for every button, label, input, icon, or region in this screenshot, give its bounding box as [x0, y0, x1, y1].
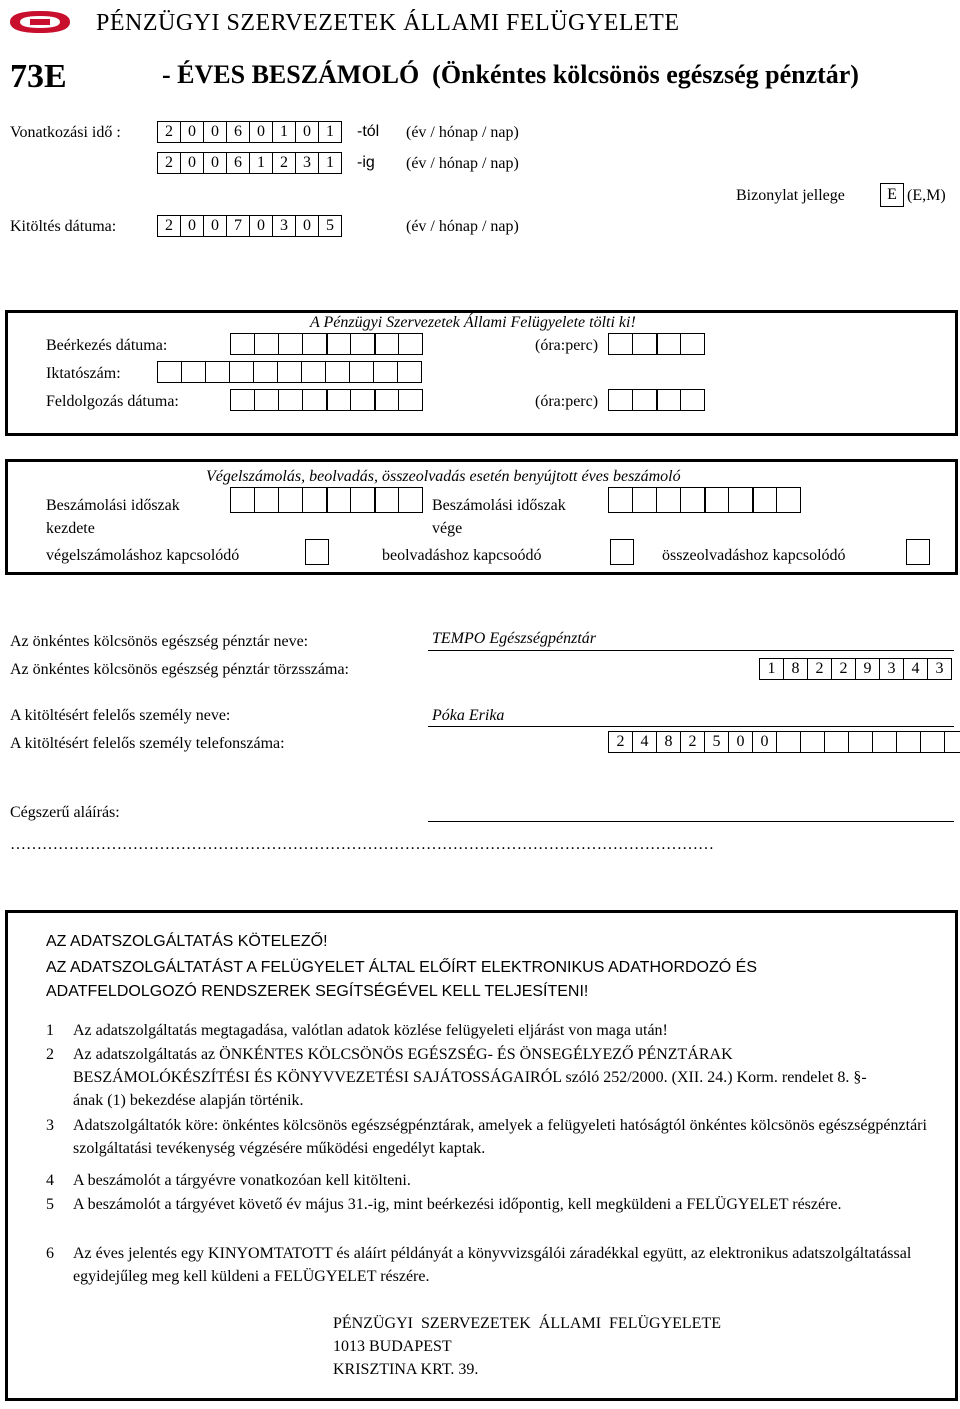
- digit-box[interactable]: 3: [879, 658, 904, 680]
- responsible-phone-boxes[interactable]: [608, 731, 960, 753]
- digit-box[interactable]: [656, 389, 681, 411]
- responsible-name-label: A kitöltésért felelős személy neve:: [10, 707, 231, 724]
- digit-box[interactable]: [326, 333, 351, 355]
- consolidation-label: összeolvadáshoz kapcsolódó: [662, 547, 846, 564]
- notice-item-text: Adatszolgáltatók köre: önkéntes kölcsönös egészségpénztárak, amelyek a felügyeleti hatóságtól önkéntes kölcsönös egészségpénztári szolgáltatási tevékenység végzésére működési engedélyt kaptak.: [73, 1117, 927, 1157]
- digit-box[interactable]: [349, 361, 374, 383]
- digit-box[interactable]: [608, 333, 633, 355]
- liquidation-checkbox[interactable]: [305, 539, 329, 565]
- digit-box[interactable]: 0: [752, 731, 777, 753]
- digit-box[interactable]: [728, 487, 753, 513]
- digit-box[interactable]: [302, 487, 327, 513]
- digit-box[interactable]: [181, 361, 206, 383]
- merger-label: beolvadáshoz kapcsoódó: [382, 547, 542, 564]
- digit-box[interactable]: 8: [656, 731, 681, 753]
- period-end-boxes[interactable]: [608, 487, 801, 513]
- document-type-box[interactable]: [880, 183, 904, 207]
- period-label: Vonatkozási idő :: [10, 124, 121, 141]
- digit-box[interactable]: 0: [203, 152, 227, 174]
- consolidation-checkbox[interactable]: [906, 539, 930, 565]
- digit-box[interactable]: [277, 361, 302, 383]
- digit-box[interactable]: 2: [608, 731, 633, 753]
- reg-number-boxes[interactable]: [157, 361, 422, 383]
- digit-box[interactable]: [350, 333, 375, 355]
- merger-checkbox[interactable]: [610, 539, 634, 565]
- digit-box[interactable]: 2: [807, 658, 832, 680]
- digit-box[interactable]: [301, 361, 326, 383]
- fund-name-value[interactable]: TEMPO Egészségpénztár: [432, 630, 596, 647]
- digit-box[interactable]: 1: [249, 152, 273, 174]
- digit-box[interactable]: 7: [226, 215, 250, 237]
- liquidation-box-title: Végelszámolás, beolvadás, összeolvadás esetén benyújtott éves beszámoló: [206, 468, 681, 485]
- digit-box[interactable]: 9: [855, 658, 880, 680]
- digit-box[interactable]: [278, 389, 303, 411]
- digit-box[interactable]: 0: [728, 731, 753, 753]
- liquidation-label: végelszámoláshoz kapcsolódó: [46, 547, 240, 564]
- period-to-hint: (év / hónap / nap): [406, 155, 519, 172]
- digit-box[interactable]: [824, 731, 849, 753]
- digit-box[interactable]: [656, 333, 681, 355]
- signature-line[interactable]: [428, 821, 954, 822]
- digit-box[interactable]: [326, 487, 351, 513]
- address-line-1: PÉNZÜGYI SZERVEZETEK ÁLLAMI FELÜGYELETE: [333, 1315, 721, 1332]
- digit-box[interactable]: [325, 361, 350, 383]
- digit-box[interactable]: [230, 389, 255, 411]
- digit-box[interactable]: 0: [203, 215, 227, 237]
- digit-box[interactable]: 5: [704, 731, 729, 753]
- digit-box[interactable]: [944, 731, 960, 753]
- digit-box[interactable]: 0: [203, 121, 227, 143]
- fill-date-boxes[interactable]: [157, 215, 342, 237]
- digit-box[interactable]: [229, 361, 254, 383]
- notice-item-text: A beszámolót a tárgyévre vonatkozóan kell kitölteni.: [73, 1172, 411, 1189]
- fill-date-label: Kitöltés dátuma:: [10, 218, 117, 235]
- digit-box[interactable]: [632, 333, 657, 355]
- document-type-options: (E,M): [907, 187, 946, 204]
- received-date-label: Beérkezés dátuma:: [46, 337, 168, 354]
- digit-box[interactable]: [608, 389, 633, 411]
- period-start-label-1: Beszámolási időszak: [46, 497, 180, 514]
- fund-reg-boxes[interactable]: [759, 658, 952, 680]
- digit-box[interactable]: 2: [157, 121, 181, 143]
- notice-item-number: 1: [46, 1022, 54, 1039]
- digit-box[interactable]: 8: [783, 658, 808, 680]
- authority-box-title: A Pénzügyi Szervezetek Állami Felügyelete tölti ki!: [310, 314, 636, 331]
- org-title: PÉNZÜGYI SZERVEZETEK ÁLLAMI FELÜGYELETE: [96, 10, 680, 36]
- digit-box[interactable]: 4: [632, 731, 657, 753]
- notice-item-number: 6: [46, 1245, 54, 1262]
- digit-box[interactable]: [278, 487, 303, 513]
- form-code: 73E: [10, 58, 67, 95]
- digit-box[interactable]: 6: [226, 152, 250, 174]
- processed-date-label: Feldolgozás dátuma:: [46, 393, 179, 410]
- processed-time-boxes[interactable]: [608, 389, 705, 411]
- digit-box[interactable]: [752, 487, 777, 513]
- signature-label: Cégszerű aláírás:: [10, 804, 120, 821]
- digit-box[interactable]: [656, 487, 681, 513]
- digit-box[interactable]: [374, 333, 399, 355]
- digit-box[interactable]: 5: [318, 215, 342, 237]
- digit-box[interactable]: 2: [272, 152, 296, 174]
- digit-box[interactable]: [157, 361, 182, 383]
- digit-box[interactable]: 3: [295, 152, 319, 174]
- digit-box[interactable]: 0: [295, 121, 319, 143]
- fund-name-label: Az önkéntes kölcsönös egészség pénztár neve:: [10, 633, 309, 650]
- digit-box[interactable]: [398, 487, 423, 513]
- notice-item-number: 2: [46, 1046, 54, 1063]
- digit-box[interactable]: [326, 389, 351, 411]
- digit-box[interactable]: [632, 487, 657, 513]
- digit-box[interactable]: 6: [226, 121, 250, 143]
- digit-box[interactable]: 0: [249, 215, 273, 237]
- digit-box[interactable]: [398, 333, 423, 355]
- digit-box[interactable]: [302, 389, 327, 411]
- address-line-2: 1013 BUDAPEST: [333, 1338, 452, 1355]
- digit-box[interactable]: [397, 361, 422, 383]
- fill-date-hint: (év / hónap / nap): [406, 218, 519, 235]
- psz-af-logo-icon: [6, 8, 74, 36]
- document-type-label: Bizonylat jellege: [736, 187, 845, 204]
- digit-box[interactable]: [350, 487, 375, 513]
- digit-box[interactable]: [302, 333, 327, 355]
- digit-box[interactable]: [608, 487, 633, 513]
- digit-box[interactable]: [776, 487, 801, 513]
- responsible-name-line: [428, 726, 954, 727]
- digit-box[interactable]: [800, 731, 825, 753]
- notice-item-text: Az adatszolgáltatás megtagadása, valótlan adatok közlése felügyeleti eljárást von maga után!: [73, 1022, 668, 1039]
- notice-item-number: 4: [46, 1172, 54, 1189]
- digit-box[interactable]: 2: [157, 152, 181, 174]
- notice-item-text: A beszámolót a tárgyévet követő év május 31.-ig, mint beérkezési időpontig, kell megküldeni a FELÜGYELET részére.: [73, 1196, 842, 1213]
- digit-box[interactable]: [278, 333, 303, 355]
- digit-box[interactable]: [350, 389, 375, 411]
- digit-box[interactable]: 1: [272, 121, 296, 143]
- period-end-label-1: Beszámolási időszak: [432, 497, 566, 514]
- digit-box[interactable]: 0: [180, 215, 204, 237]
- notice-line-3: ADATFELDOLGOZÓ RENDSZEREK SEGÍTSÉGÉVEL KELL TELJESÍTENI!: [46, 983, 589, 1000]
- digit-box[interactable]: 1: [759, 658, 784, 680]
- digit-box[interactable]: 4: [903, 658, 928, 680]
- processed-date-boxes[interactable]: [230, 389, 423, 411]
- notice-line-1: AZ ADATSZOLGÁLTATÁS KÖTELEZŐ!: [46, 933, 328, 950]
- digit-box[interactable]: [872, 731, 897, 753]
- period-from-suffix: -tól: [357, 123, 380, 140]
- responsible-name-value[interactable]: Póka Erika: [432, 707, 505, 724]
- digit-box[interactable]: [373, 361, 398, 383]
- responsible-phone-label: A kitöltésért felelős személy telefonszáma:: [10, 735, 285, 752]
- fund-reg-label: Az önkéntes kölcsönös egészség pénztár törzsszáma:: [10, 661, 349, 678]
- notice-line-2: AZ ADATSZOLGÁLTATÁST A FELÜGYELET ÁLTAL ELŐÍRT ELEKTRONIKUS ADATHORDOZÓ ÉS: [46, 959, 758, 976]
- notice-item-number: 5: [46, 1196, 54, 1213]
- period-start-label-2: kezdete: [46, 520, 95, 537]
- digit-box[interactable]: [230, 333, 255, 355]
- form-title: - ÉVES BESZÁMOLÓ (Önkéntes kölcsönös egészség pénztár): [162, 60, 859, 89]
- digit-box[interactable]: [205, 361, 230, 383]
- signature-dots: ……………………………………………………………………………………………………………………: [10, 836, 714, 853]
- digit-box[interactable]: [896, 731, 921, 753]
- notice-item-number: 3: [46, 1117, 54, 1134]
- period-to-boxes[interactable]: [157, 152, 342, 174]
- digit-box[interactable]: [776, 731, 801, 753]
- digit-box[interactable]: 1: [318, 121, 342, 143]
- digit-box[interactable]: [254, 487, 279, 513]
- digit-box[interactable]: 3: [927, 658, 952, 680]
- received-date-boxes[interactable]: [230, 333, 423, 355]
- notice-item-text: Az adatszolgáltatás az ÖNKÉNTES KÖLCSÖNÖS EGÉSZSÉG- ÉS ÖNSEGÉLYEZŐ PÉNZTÁRAK BESZÁMOLÓKÉSZÍTÉSI ÉS KÖNYVVEZETÉSI SAJÁTOSSÁGAIRÓL szóló 252/2000. (XII. 24.) Korm. rendelet 8. §-ának (1) bekezdése alapján történik.: [73, 1046, 867, 1109]
- document-type-value: E: [887, 186, 897, 203]
- period-end-label-2: vége: [432, 520, 463, 537]
- reg-number-label: Iktatószám:: [46, 365, 121, 382]
- digit-box[interactable]: 2: [831, 658, 856, 680]
- digit-box[interactable]: [374, 487, 399, 513]
- digit-box[interactable]: [920, 731, 945, 753]
- digit-box[interactable]: [253, 361, 278, 383]
- period-to-suffix: -ig: [357, 154, 375, 171]
- digit-box[interactable]: 0: [180, 152, 204, 174]
- address-line-3: KRISZTINA KRT. 39.: [333, 1361, 479, 1378]
- digit-box[interactable]: 0: [180, 121, 204, 143]
- digit-box[interactable]: 0: [295, 215, 319, 237]
- digit-box[interactable]: 1: [318, 152, 342, 174]
- period-from-boxes[interactable]: [157, 121, 342, 143]
- received-time-label: (óra:perc): [535, 337, 599, 354]
- digit-box[interactable]: [680, 487, 705, 513]
- digit-box[interactable]: [254, 389, 279, 411]
- digit-box[interactable]: 2: [157, 215, 181, 237]
- digit-box[interactable]: [254, 333, 279, 355]
- digit-box[interactable]: [680, 333, 705, 355]
- digit-box[interactable]: [848, 731, 873, 753]
- digit-box[interactable]: [632, 389, 657, 411]
- digit-box[interactable]: [680, 389, 705, 411]
- digit-box[interactable]: [230, 487, 255, 513]
- period-start-boxes[interactable]: [230, 487, 423, 513]
- processed-time-label: (óra:perc): [535, 393, 599, 410]
- digit-box[interactable]: [704, 487, 729, 513]
- digit-box[interactable]: 2: [680, 731, 705, 753]
- digit-box[interactable]: [398, 389, 423, 411]
- digit-box[interactable]: [374, 389, 399, 411]
- digit-box[interactable]: 0: [249, 121, 273, 143]
- period-from-hint: (év / hónap / nap): [406, 124, 519, 141]
- digit-box[interactable]: 3: [272, 215, 296, 237]
- received-time-boxes[interactable]: [608, 333, 705, 355]
- fund-name-line: [428, 650, 954, 651]
- notice-item-text: Az éves jelentés egy KINYOMTATOTT és aláírt példányát a könyvvizsgálói záradékkal együtt, az elektronikus adatszolgáltatással egyidejűleg meg kell küldeni a FELÜGYELET részére.: [73, 1245, 912, 1285]
